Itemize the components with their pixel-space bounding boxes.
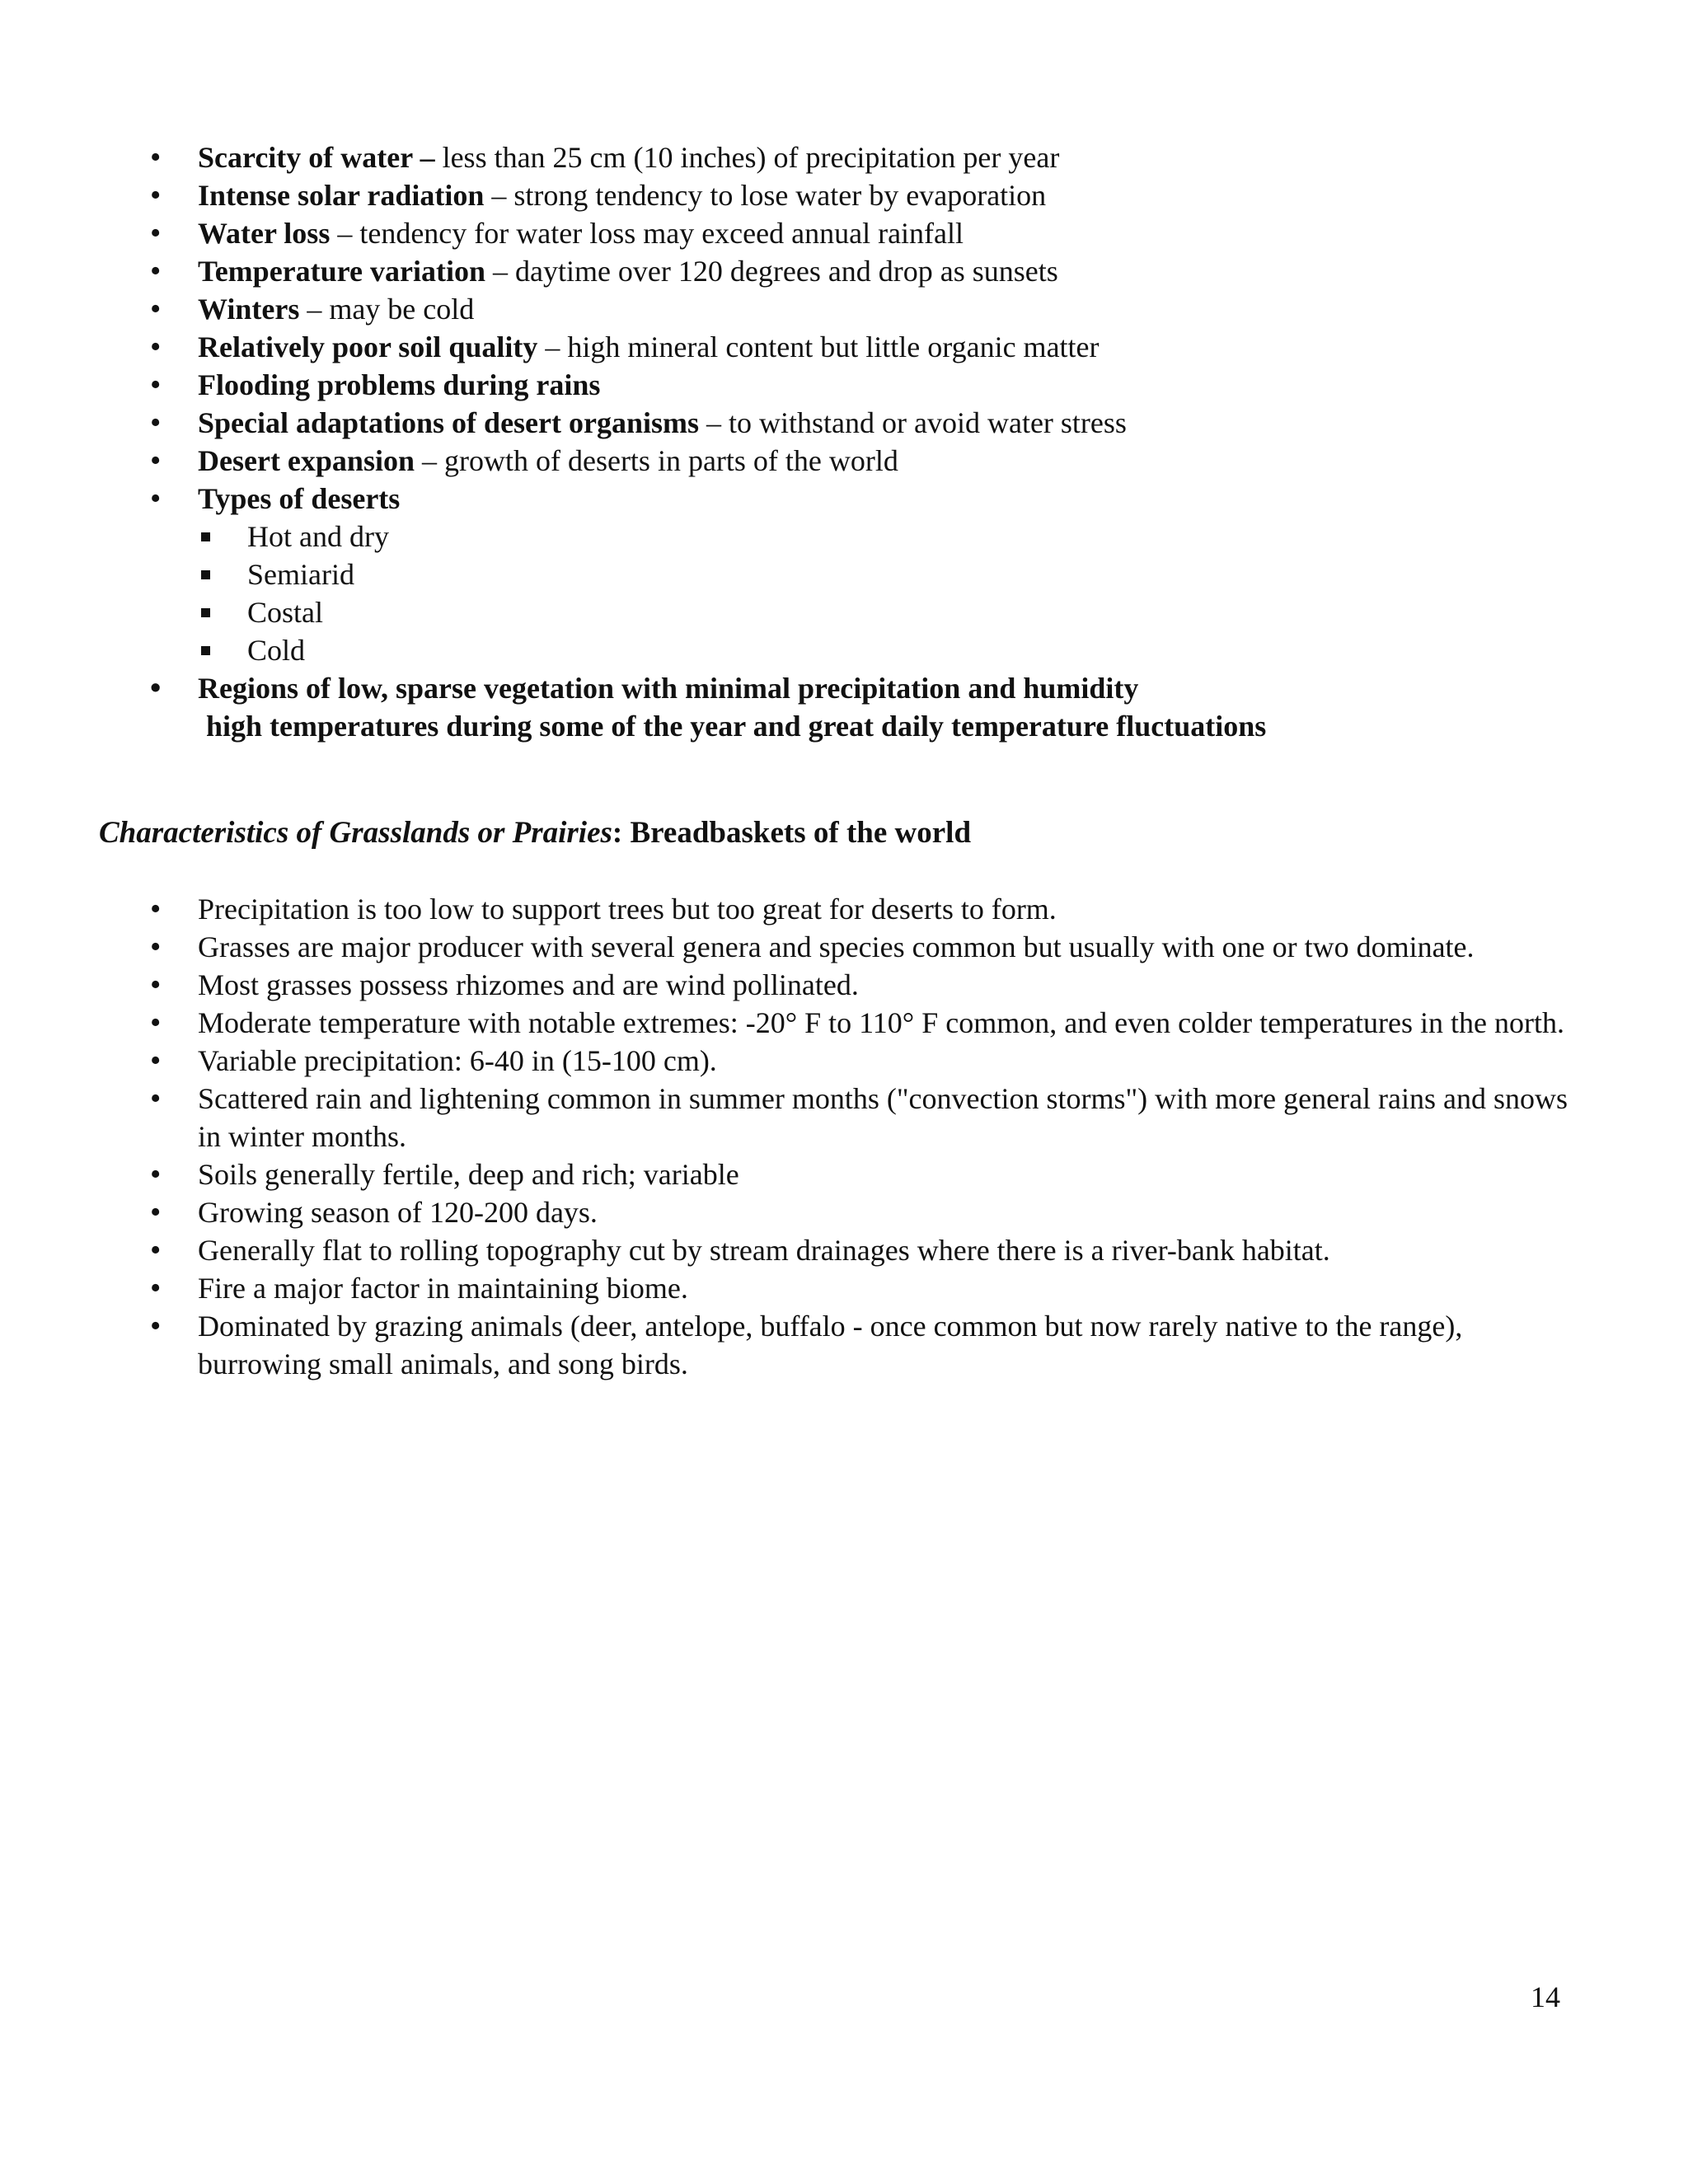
list-item (99, 138, 1566, 176)
item-text: Dominated by grazing animals (deer, antelope, buffalo - once common but now rarely native to the range), burrowing small animals, and song birds. (198, 1310, 1463, 1380)
item-text: Soils generally fertile, deep and rich; variable (198, 1158, 739, 1191)
bullet: • (150, 292, 162, 326)
desert-characteristics-list (99, 138, 1566, 745)
sub-list-item (99, 631, 1566, 669)
bullet: • (150, 1195, 162, 1230)
bullet: • (150, 1271, 162, 1305)
list-item (99, 366, 1566, 404)
item-description: – daytime over 120 degrees and drop as sunsets (485, 255, 1058, 288)
list-item (99, 1193, 1582, 1231)
sub-item-text: Cold (247, 634, 306, 667)
list-item (99, 1042, 1582, 1080)
item-description: – growth of deserts in parts of the world (415, 444, 898, 477)
list-item (99, 669, 1566, 745)
sub-item-text: Hot and dry (247, 520, 389, 553)
sub-list-item (99, 555, 1566, 593)
bullet: • (150, 178, 162, 213)
sub-item-text: Costal (247, 596, 324, 629)
bullet: • (150, 930, 162, 964)
item-text: Variable precipitation: 6-40 in (15-100 cm). (198, 1044, 717, 1077)
item-text: Scattered rain and lightening common in summer months ("convection storms") with more general rains and snows in winter months. (198, 1082, 1568, 1153)
item-text: Grasses are major producer with several genera and species common but usually with one or two dominate. (198, 930, 1475, 963)
square-bullet (201, 646, 210, 655)
bullet: • (150, 1157, 162, 1192)
item-text: Moderate temperature with notable extremes: -20° F to 110° F common, and even colder temperatures in the north. (198, 1006, 1564, 1039)
summary-line-1: Regions of low, sparse vegetation with minimal precipitation and humidity (198, 672, 1139, 705)
item-text: Precipitation is too low to support trees but too great for deserts to form. (198, 893, 1057, 926)
list-item (99, 1080, 1582, 1155)
list-item (99, 480, 1566, 518)
item-term: Temperature variation (198, 255, 485, 288)
bullet: • (150, 671, 162, 705)
bullet: • (150, 481, 162, 516)
square-bullet (201, 608, 210, 617)
list-item (99, 1155, 1582, 1193)
page-number: 14 (1531, 1980, 1560, 2013)
list-item (99, 290, 1566, 328)
item-text: Most grasses possess rhizomes and are wind pollinated. (198, 968, 859, 1001)
item-description: – strong tendency to lose water by evaporation (484, 179, 1047, 212)
bullet: • (150, 1043, 162, 1078)
item-term: Relatively poor soil quality (198, 330, 538, 363)
square-bullet (201, 532, 210, 541)
item-term: Desert expansion (198, 444, 415, 477)
list-item (99, 966, 1582, 1004)
section-heading (99, 814, 971, 852)
list-item (99, 442, 1566, 480)
sub-list-item (99, 518, 1566, 555)
list-item (99, 1004, 1582, 1042)
list-item (99, 1231, 1582, 1269)
list-item (99, 1269, 1582, 1307)
item-term: Scarcity of water – (198, 141, 435, 174)
list-item (99, 890, 1582, 928)
list-item (99, 176, 1566, 214)
square-bullet (201, 570, 210, 579)
item-description: – high mineral content but little organic matter (537, 330, 1100, 363)
item-term: Types of deserts (198, 482, 401, 515)
bullet: • (150, 443, 162, 478)
bullet: • (150, 1233, 162, 1268)
heading-italic: Characteristics of Grasslands or Prairies (99, 816, 612, 850)
bullet: • (150, 216, 162, 251)
list-item (99, 252, 1566, 290)
sub-item-text: Semiarid (247, 558, 354, 591)
summary-line-2: high temperatures during some of the year and great daily temperature fluctuations (206, 710, 1267, 743)
bullet: • (150, 968, 162, 1002)
list-item (99, 1307, 1582, 1383)
item-term: Special adaptations of desert organisms (198, 406, 700, 439)
bullet: • (150, 892, 162, 926)
list-item (99, 328, 1566, 366)
list-item (99, 404, 1566, 442)
item-term: Flooding problems during rains (198, 368, 601, 401)
item-term: Water loss (198, 217, 331, 250)
bullet: • (150, 1309, 162, 1343)
item-description: – may be cold (299, 293, 475, 326)
list-item (99, 928, 1582, 966)
item-text: Growing season of 120-200 days. (198, 1196, 598, 1229)
heading-rest: : Breadbaskets of the world (612, 816, 972, 850)
bullet: • (150, 254, 162, 288)
bullet: • (150, 405, 162, 440)
grassland-characteristics-list (99, 890, 1582, 1383)
item-term: Winters (198, 293, 300, 326)
item-description: less than 25 cm (10 inches) of precipitation per year (434, 141, 1060, 174)
item-description: – to withstand or avoid water stress (699, 406, 1127, 439)
item-text: Fire a major factor in maintaining biome. (198, 1272, 688, 1305)
list-item (99, 214, 1566, 252)
item-term: Intense solar radiation (198, 179, 485, 212)
item-text: Generally flat to rolling topography cut by stream drainages where there is a river-bank habitat. (198, 1234, 1330, 1267)
sub-list-item (99, 593, 1566, 631)
bullet: • (150, 1005, 162, 1040)
bullet: • (150, 330, 162, 364)
bullet: • (150, 368, 162, 402)
item-description: – tendency for water loss may exceed annual rainfall (330, 217, 964, 250)
bullet: • (150, 1081, 162, 1116)
bullet: • (150, 140, 162, 175)
